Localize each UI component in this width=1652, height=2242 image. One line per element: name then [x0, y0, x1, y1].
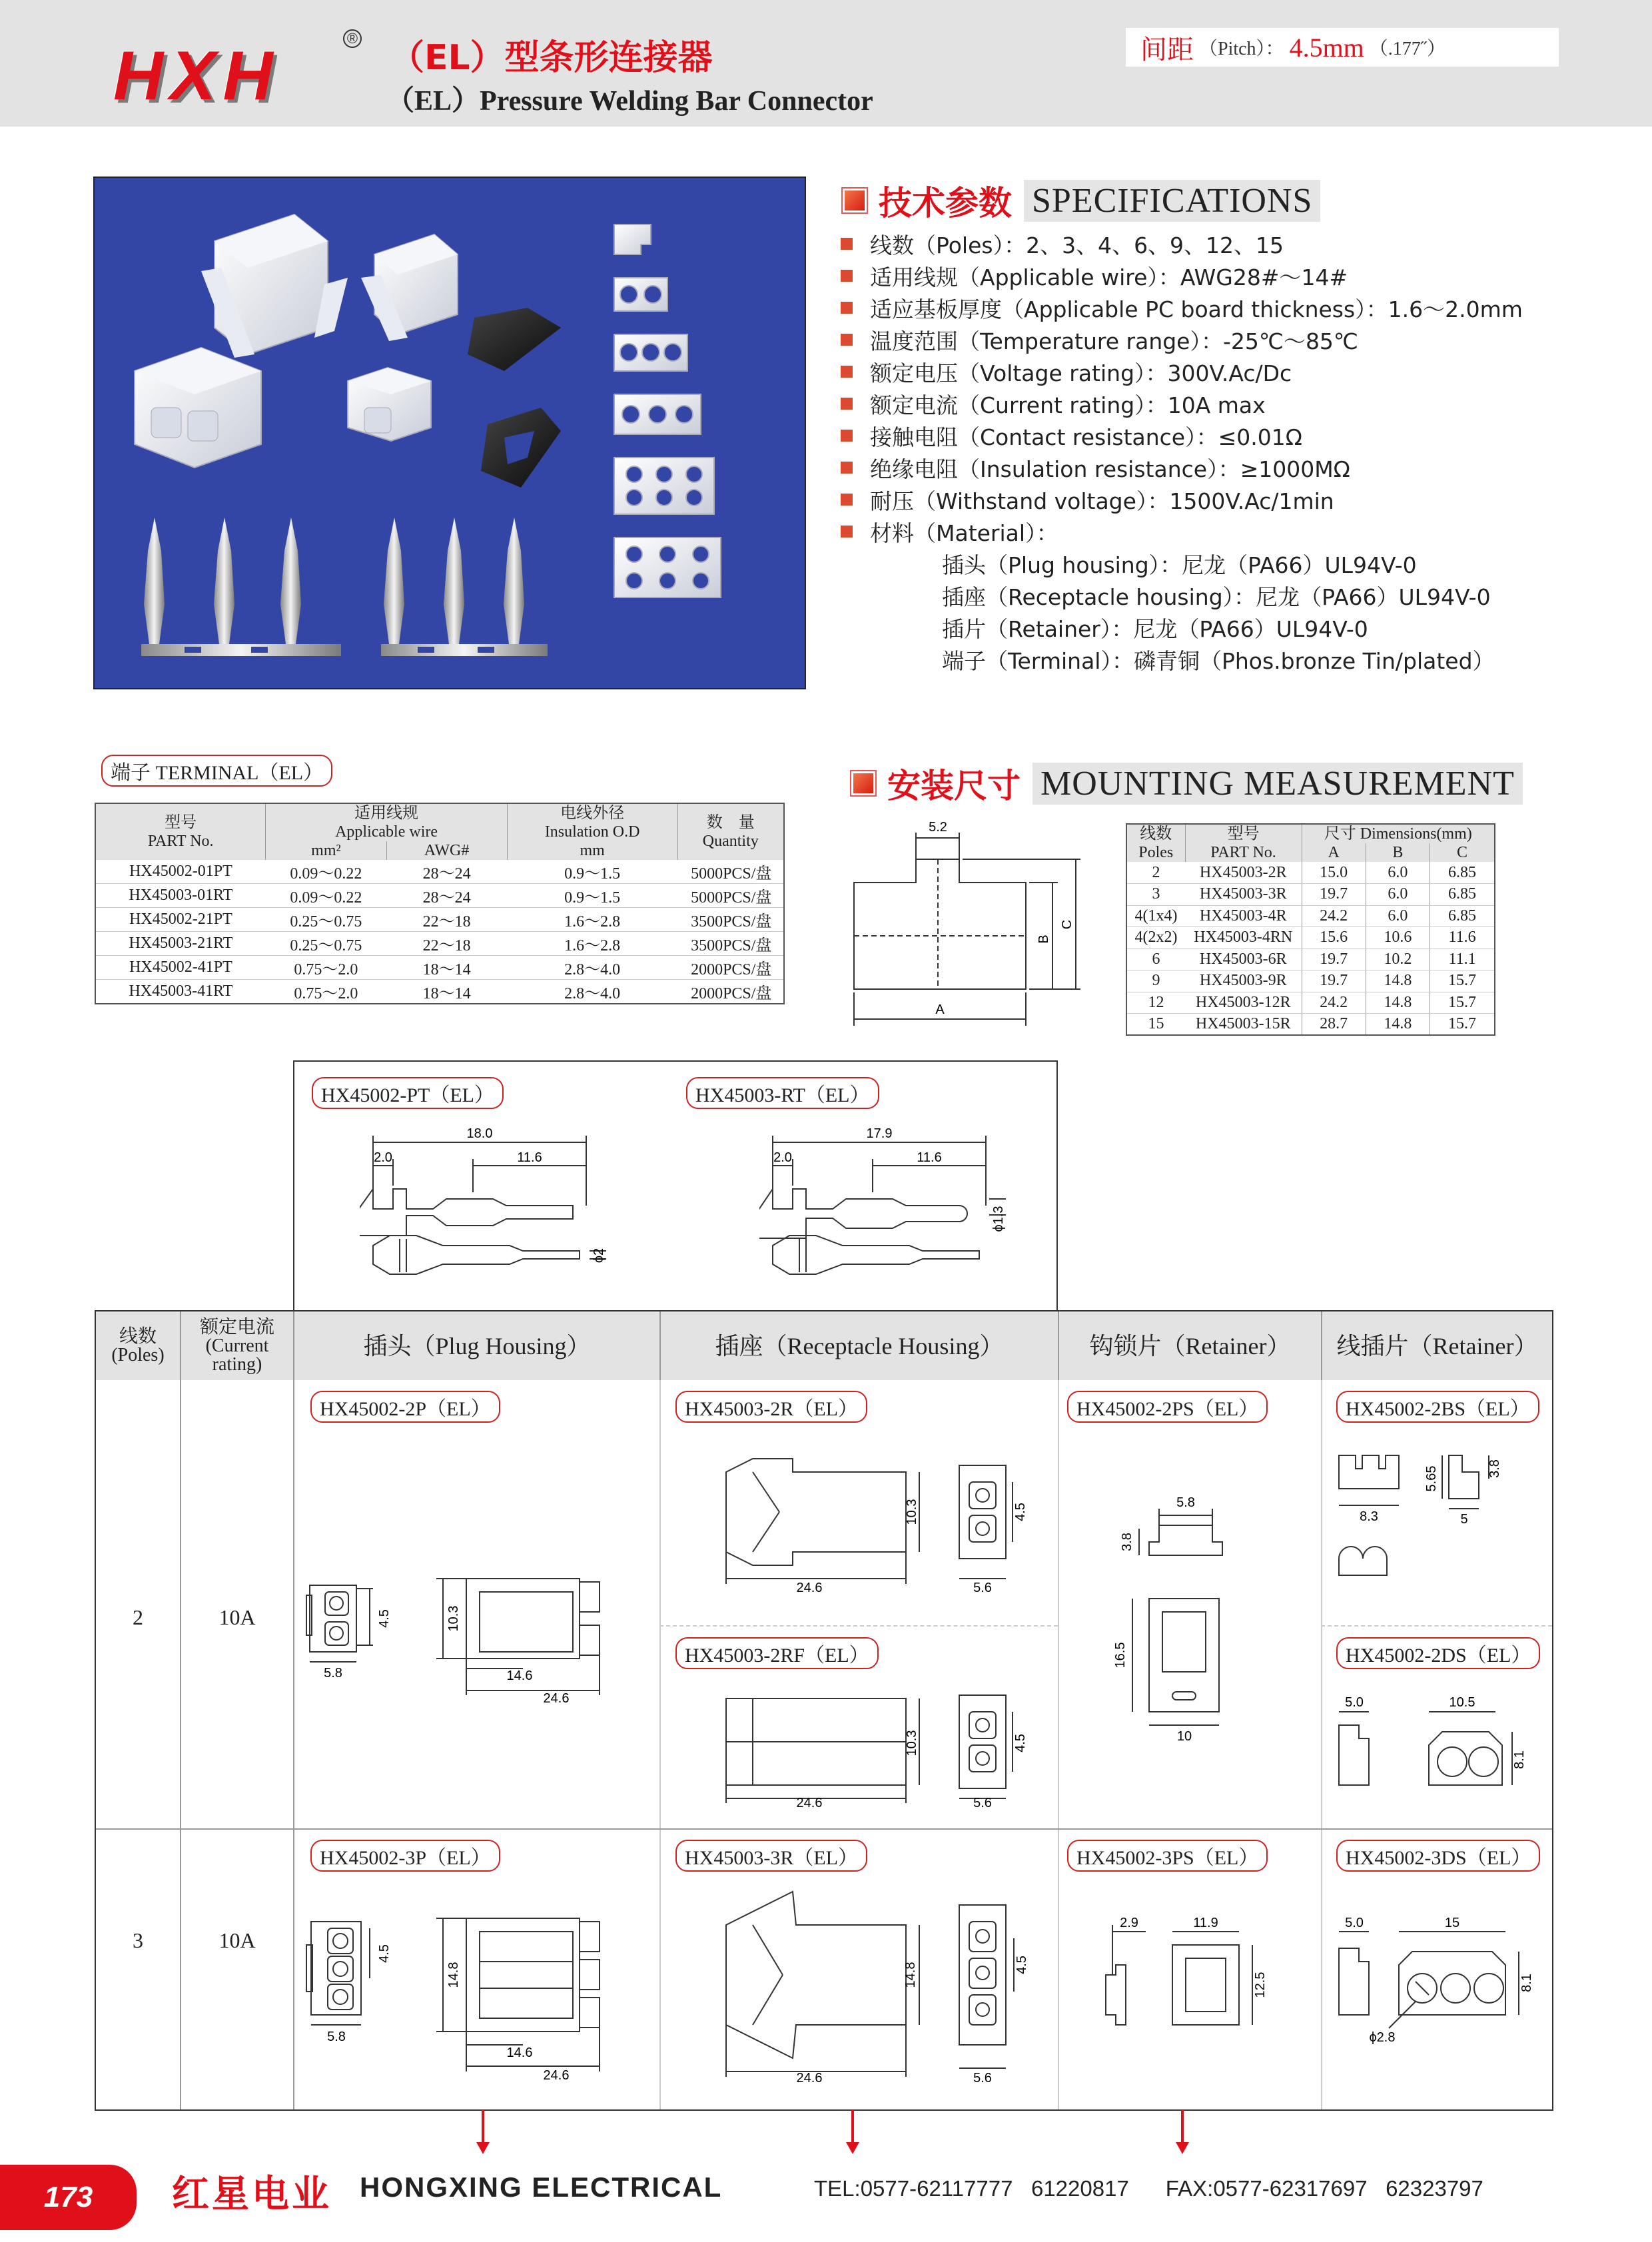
square-bullet-icon — [841, 430, 853, 442]
svg-text:24.6: 24.6 — [543, 1691, 570, 1705]
svg-text:14.8: 14.8 — [446, 1962, 461, 1988]
table-row: 2 HX45003-2R 15.0 6.0 6.85 — [1126, 862, 1495, 884]
svg-text:18.0: 18.0 — [466, 1126, 493, 1141]
svg-text:14.6: 14.6 — [506, 2046, 533, 2060]
square-bullet-icon — [843, 188, 867, 212]
th-wire: 适用线规 Applicable wire — [266, 803, 507, 841]
th-c: C — [1430, 843, 1495, 862]
svg-text:2.0: 2.0 — [374, 1150, 392, 1165]
page-number: 173 — [0, 2165, 137, 2230]
svg-text:5.8: 5.8 — [327, 2030, 346, 2044]
rt-tag: HX45003-RT（EL） — [686, 1077, 879, 1109]
th-part: 型号 PART No. — [1185, 824, 1302, 862]
hxh-logo: HXH — [113, 37, 280, 115]
svg-text:8.1: 8.1 — [1519, 1974, 1534, 1992]
svg-text:ϕ1.3: ϕ1.3 — [991, 1206, 1006, 1232]
product-photo-illustration — [95, 178, 805, 688]
table-row: HX45002-01PT 0.09～0.22 28～24 0.9～1.5 5000PCS/盘 — [95, 860, 784, 884]
th-wire-retainer: 线插片（Retainer） — [1321, 1311, 1552, 1380]
row3-plug-drawing — [303, 1905, 656, 2085]
spec-item: 额定电流（Current rating）：10A max — [841, 388, 1523, 420]
square-bullet-icon — [841, 398, 853, 410]
table-row: HX45002-41PT 0.75～2.0 18～14 2.8～4.0 2000PCS/盘 — [95, 956, 784, 980]
svg-text:3.8: 3.8 — [1487, 1459, 1502, 1478]
table-row: 12 HX45003-12R 24.2 14.8 15.7 — [1126, 992, 1495, 1014]
square-bullet-icon — [841, 238, 853, 250]
row2-rec-tag: HX45003-2R（EL） — [675, 1391, 867, 1423]
th-poles: 线数 (Poles) — [96, 1311, 180, 1380]
row2-bs-drawing — [1329, 1449, 1549, 1602]
row2-plug-drawing — [303, 1572, 656, 1705]
svg-text:4.5: 4.5 — [377, 1609, 392, 1628]
svg-text:4.5: 4.5 — [1013, 1503, 1028, 1521]
dim-top: 5.2 — [929, 820, 947, 835]
svg-text:5.8: 5.8 — [324, 1666, 342, 1681]
row2-retainer-drawing — [1106, 1492, 1266, 1745]
rt-terminal-drawing — [759, 1126, 1013, 1292]
svg-text:ϕ2: ϕ2 — [592, 1248, 606, 1264]
black-retainer-photo — [468, 308, 561, 488]
row3-ds-drawing — [1329, 1915, 1549, 2048]
svg-text:14.6: 14.6 — [506, 1669, 533, 1683]
row2-recf-tag: HX45003-2RF（EL） — [675, 1637, 879, 1669]
square-bullet-icon — [841, 366, 853, 378]
svg-text:10.5: 10.5 — [1449, 1695, 1475, 1710]
row3-rec-drawing — [713, 1885, 1046, 2085]
spec-item: 适应基板厚度（Applicable PC board thickness）：1.6～2.0mm — [841, 292, 1523, 324]
col-divider — [1321, 1380, 1322, 2109]
col-divider — [1058, 1380, 1059, 2109]
table-row: 3 HX45003-3R 19.7 6.0 6.85 — [1126, 884, 1495, 906]
specs-title-en: SPECIFICATIONS — [1024, 180, 1320, 222]
row3-poles: 3 — [133, 1928, 143, 1952]
th-dims: 尺寸 Dimensions(mm) — [1302, 824, 1495, 843]
terminal-strip-left-photo — [141, 518, 341, 656]
svg-text:5: 5 — [1460, 1512, 1468, 1527]
square-bullet-icon — [841, 302, 853, 314]
row2-recf-drawing — [713, 1688, 1046, 1808]
spec-item: 耐压（Withstand voltage）：1500V.Ac/1min — [841, 484, 1523, 516]
table-row: 6 HX45003-6R 19.7 10.2 11.1 — [1126, 948, 1495, 970]
svg-text:11.6: 11.6 — [517, 1150, 542, 1165]
square-bullet-icon — [841, 334, 853, 346]
row3-rec-tag: HX45003-3R（EL） — [675, 1840, 867, 1872]
svg-text:14.8: 14.8 — [903, 1962, 918, 1988]
row2-ret-tag: HX45002-2PS（EL） — [1067, 1391, 1268, 1423]
svg-text:5.6: 5.6 — [973, 1581, 992, 1592]
svg-text:8.3: 8.3 — [1360, 1509, 1378, 1524]
th-mm2: mm² — [266, 841, 386, 860]
plug-housing-1p-photo — [348, 368, 431, 441]
row2-current: 10A — [218, 1605, 256, 1629]
dim-c: C — [1060, 919, 1074, 930]
svg-text:10: 10 — [1176, 1729, 1192, 1744]
table-row: 15 HX45003-15R 28.7 14.8 15.7 — [1126, 1014, 1495, 1036]
svg-text:16.5: 16.5 — [1113, 1642, 1128, 1669]
row2-rec-drawing — [713, 1452, 1046, 1592]
row3-current: 10A — [218, 1928, 256, 1952]
sub-row-divider — [1321, 1625, 1552, 1627]
svg-text:10.3: 10.3 — [905, 1499, 919, 1525]
table-row: HX45002-21PT 0.25～0.75 22～18 1.6～2.8 3500PCS/盘 — [95, 908, 784, 932]
th-plug: 插头（Plug Housing） — [293, 1311, 659, 1380]
table-row: 4(1x4) HX45003-4R 24.2 6.0 6.85 — [1126, 905, 1495, 927]
svg-text:5.8: 5.8 — [1176, 1495, 1195, 1510]
row3-plug-tag: HX45002-3P（EL） — [310, 1840, 500, 1872]
dim-b: B — [1036, 934, 1051, 944]
terminal-tag: 端子 TERMINAL（EL） — [101, 755, 332, 787]
spec-item: 温度范围（Temperature range）：-25℃～85℃ — [841, 324, 1523, 356]
mounting-title-en: MOUNTING MEASUREMENT — [1032, 763, 1523, 805]
row2-bs-tag: HX45002-2BS（EL） — [1336, 1391, 1539, 1423]
pitch-inch: （.177˝） — [1369, 39, 1446, 59]
th-retainer: 钩锁片（Retainer） — [1058, 1311, 1321, 1380]
svg-text:4.5: 4.5 — [377, 1944, 392, 1963]
col-divider — [180, 1380, 181, 2109]
svg-text:10.3: 10.3 — [446, 1605, 461, 1632]
contact-info: TEL:0577-62117777 61220817 FAX:0577-62317697 62323797 — [814, 2176, 1483, 2201]
svg-text:2.0: 2.0 — [773, 1150, 792, 1165]
svg-text:15: 15 — [1444, 1916, 1460, 1930]
th-receptacle: 插座（Receptacle Housing） — [659, 1311, 1058, 1380]
mounting-table — [1126, 823, 1495, 1036]
th-b: B — [1366, 843, 1430, 862]
material-item: 插片（Retainer）：尼龙（PA66）UL94V-0 — [942, 615, 1368, 642]
svg-text:3.8: 3.8 — [1120, 1533, 1134, 1551]
brand-cn: 红星电业 — [172, 2173, 332, 2216]
material-item: 端子（Terminal）：磷青铜（Phos.bronze Tin/plated） — [942, 647, 1495, 674]
th-quantity: 数 量 Quantity — [677, 803, 784, 860]
material-item: 插座（Receptacle housing）：尼龙（PA66）UL94V-0 — [942, 583, 1491, 610]
table-row: 9 HX45003-9R 19.7 14.8 15.7 — [1126, 970, 1495, 992]
spec-item: 接触电阻（Contact resistance）：≤0.01Ω — [841, 420, 1523, 452]
svg-text:24.6: 24.6 — [543, 2068, 570, 2083]
svg-text:2.9: 2.9 — [1120, 1916, 1138, 1930]
svg-text:5.0: 5.0 — [1345, 1695, 1364, 1710]
th-insulation: 电线外径 Insulation O.D — [507, 803, 677, 841]
svg-text:17.9: 17.9 — [866, 1126, 893, 1141]
col-divider — [293, 1380, 294, 2109]
mounting-title-cn: 安装尺寸 — [887, 767, 1021, 805]
svg-text:5.0: 5.0 — [1345, 1916, 1364, 1930]
svg-text:11.9: 11.9 — [1193, 1916, 1218, 1930]
pt-tag: HX45002-PT（EL） — [312, 1077, 504, 1109]
row2-plug-tag: HX45002-2P（EL） — [310, 1391, 500, 1423]
pitch-label-cn: 间距 — [1140, 34, 1194, 65]
registered-mark: ® — [343, 29, 362, 48]
pitch-box — [1126, 28, 1559, 67]
square-bullet-icon — [851, 771, 875, 795]
svg-text:ϕ2.8: ϕ2.8 — [1369, 2030, 1396, 2045]
th-awg: AWG# — [386, 841, 507, 860]
th-current: 额定电流 (Current rating) — [180, 1311, 293, 1380]
table-row: HX45003-21RT 0.25～0.75 22～18 1.6～2.8 3500PCS/盘 — [95, 932, 784, 956]
svg-text:12.5: 12.5 — [1253, 1972, 1268, 1998]
th-mm: mm — [507, 841, 677, 860]
material-item: 插头（Plug housing）：尼龙（PA66）UL94V-0 — [942, 552, 1417, 578]
th-part: 型号 PART No. — [95, 803, 266, 860]
th-a: A — [1302, 843, 1366, 862]
svg-text:5.65: 5.65 — [1424, 1465, 1439, 1492]
down-arrow-icon — [1172, 2110, 1192, 2157]
spec-item: 适用线规（Applicable wire）：AWG28#～14# — [841, 260, 1523, 292]
terminal-table — [95, 803, 785, 1004]
svg-text:24.6: 24.6 — [796, 1581, 823, 1592]
down-arrow-icon — [473, 2110, 493, 2157]
plug-housing-2p-photo — [135, 348, 261, 468]
square-bullet-icon — [841, 526, 853, 538]
row3-retainer-drawing — [1086, 1915, 1279, 2042]
row2-poles: 2 — [133, 1605, 143, 1629]
square-bullet-icon — [841, 270, 853, 282]
spec-item: 额定电压（Voltage rating）：300V.Ac/Dc — [841, 356, 1523, 388]
th-poles: 线数 Poles — [1126, 824, 1185, 862]
receptacle-housing-2p-photo — [201, 214, 348, 358]
svg-text:10.3: 10.3 — [905, 1730, 919, 1756]
specs-list — [841, 228, 1523, 675]
specs-heading — [843, 177, 1320, 224]
mounting-diagram — [846, 819, 1092, 1032]
row2-ds-drawing — [1329, 1692, 1549, 1805]
spec-item: 材料（Material）： — [841, 516, 1523, 548]
row2-ds-tag: HX45002-2DS（EL） — [1336, 1637, 1540, 1669]
svg-text:4.5: 4.5 — [1015, 1956, 1029, 1974]
square-bullet-icon — [841, 494, 853, 506]
wire-retainer-stack-photo — [614, 224, 721, 597]
pitch-value: 4.5mm — [1289, 32, 1364, 63]
down-arrow-icon — [843, 2110, 863, 2157]
row3-ret-tag: HX45002-3PS（EL） — [1067, 1840, 1268, 1872]
product-photo — [93, 177, 806, 689]
sub-row-divider — [659, 1625, 1058, 1627]
col-divider — [659, 1380, 661, 2109]
spec-item: 线数（Poles）：2、3、4、6、9、12、15 — [841, 228, 1523, 260]
receptacle-housing-1p-photo — [361, 234, 458, 341]
svg-text:11.6: 11.6 — [917, 1150, 942, 1165]
brand-en: HONGXING ELECTRICAL — [360, 2171, 723, 2203]
row3-ds-tag: HX45002-3DS（EL） — [1336, 1840, 1540, 1872]
specs-title-cn: 技术参数 — [879, 184, 1012, 222]
terminal-strip-right-photo — [381, 518, 548, 656]
square-bullet-icon — [841, 462, 853, 474]
svg-text:24.6: 24.6 — [796, 1796, 823, 1808]
spec-item: 绝缘电阻（Insulation resistance）：≥1000MΩ — [841, 452, 1523, 484]
title-en: （EL）Pressure Welding Bar Connector — [386, 86, 873, 117]
row-divider — [96, 1828, 1552, 1830]
title-cn: （EL）型条形连接器 — [390, 38, 713, 78]
table-row: HX45003-01RT 0.09～0.22 28～24 0.9～1.5 5000PCS/盘 — [95, 884, 784, 908]
svg-text:5.6: 5.6 — [973, 2071, 992, 2085]
svg-text:4.5: 4.5 — [1013, 1734, 1028, 1752]
svg-text:5.6: 5.6 — [973, 1796, 992, 1808]
table-row: HX45003-41RT 0.75～2.0 18～14 2.8～4.0 2000PCS/盘 — [95, 980, 784, 1004]
table-row: 4(2x2) HX45003-4RN 15.6 10.6 11.6 — [1126, 927, 1495, 949]
mounting-heading — [851, 759, 1523, 807]
pitch-label-en: （Pitch）： — [1199, 39, 1284, 59]
svg-text:8.1: 8.1 — [1512, 1750, 1527, 1769]
dim-a: A — [935, 1002, 945, 1017]
pt-terminal-drawing — [360, 1126, 613, 1292]
svg-text:24.6: 24.6 — [796, 2071, 823, 2085]
